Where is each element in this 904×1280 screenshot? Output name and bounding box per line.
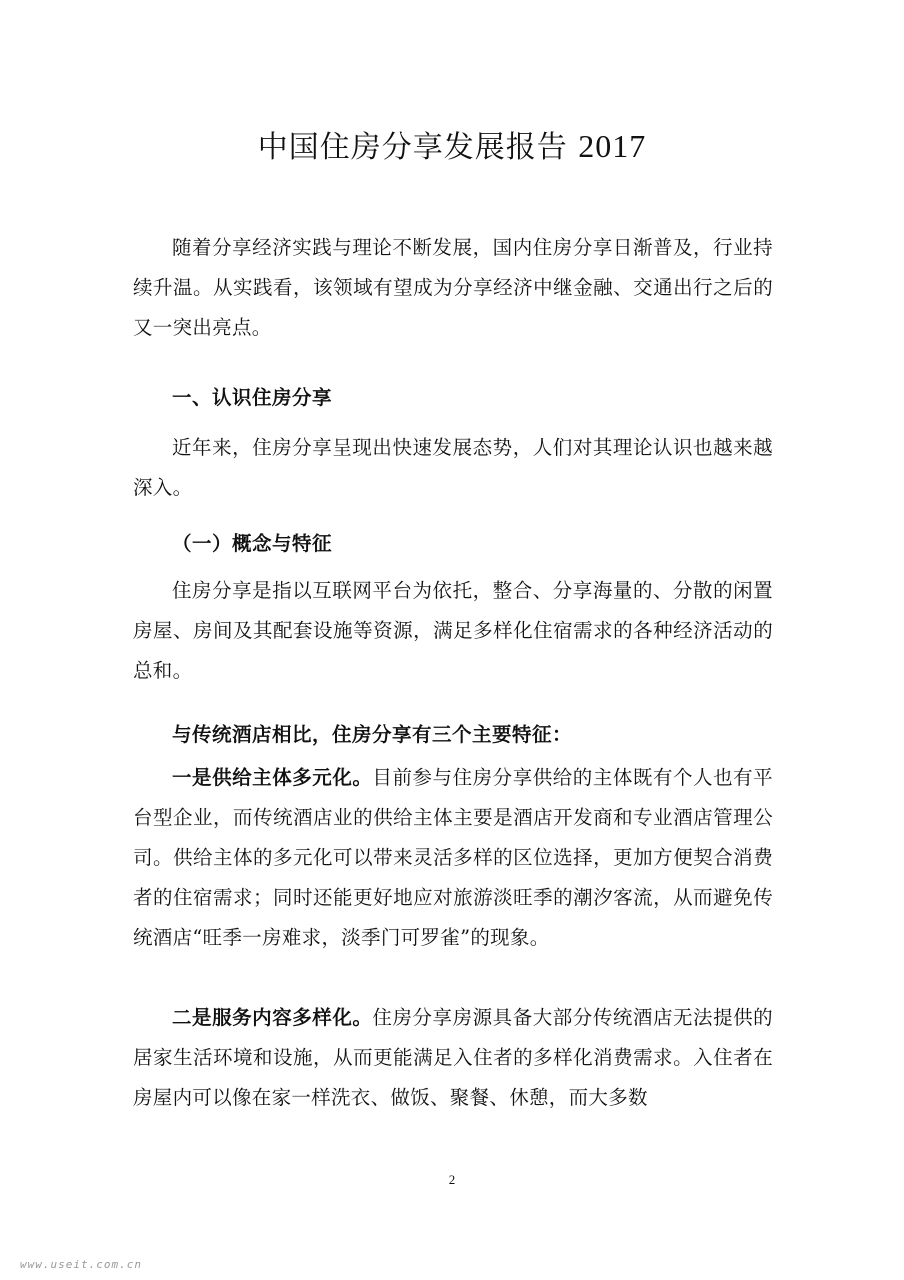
concept-paragraph: 住房分享是指以互联网平台为依托，整合、分享海量的、分散的闲置房屋、房间及其配套设施等资源，满足多样化住宿需求的各种经济活动的总和。 [133,579,773,682]
section1-paragraph: 近年来，住房分享呈现出快速发展态势，人们对其理论认识也越来越深入。 [133,436,773,499]
feature2-lead: 二是服务内容多样化。 [172,1006,373,1029]
section-heading-1: 一、认识住房分享 [172,386,333,409]
document-title [0,122,904,166]
features-intro: 与传统酒店相比，住房分享有三个主要特征： [172,723,573,746]
subsection-heading-1: （一）概念与特征 [172,532,333,555]
watermark: www.useit.com.cn [20,1258,142,1271]
page-number: 2 [448,1172,456,1187]
title-year: 2017 [578,128,647,164]
title-main: 中国住房分享发展报告 [257,130,568,165]
feature1-paragraph [133,758,773,958]
feature2-text: 住房分享房源具备大部分传统酒店无法提供的居家生活环境和设施，从而更能满足入住者的多样化消费需求。入住者在房屋内可以像在家一样洗衣、做饭、聚餐、休憩，而大多数 [133,1006,773,1109]
feature2-paragraph [133,998,773,1118]
feature1-text: 目前参与住房分享供给的主体既有个人也有平台型企业，而传统酒店业的供给主体主要是酒店开发商和专业酒店管理公司。供给主体的多元化可以带来灵活多样的区位选择，更加方便契合消费者的住宿需求；同时还能更好地应对旅游淡旺季的潮汐客流，从而避免传统酒店“旺季一房难求，淡季门可罗雀”的现象。 [133,766,773,949]
intro-paragraph: 随着分享经济实践与理论不断发展，国内住房分享日渐普及，行业持续升温。从实践看，该领域有望成为分享经济中继金融、交通出行之后的又一突出亮点。 [133,236,773,339]
feature1-lead: 一是供给主体多元化。 [172,766,373,789]
